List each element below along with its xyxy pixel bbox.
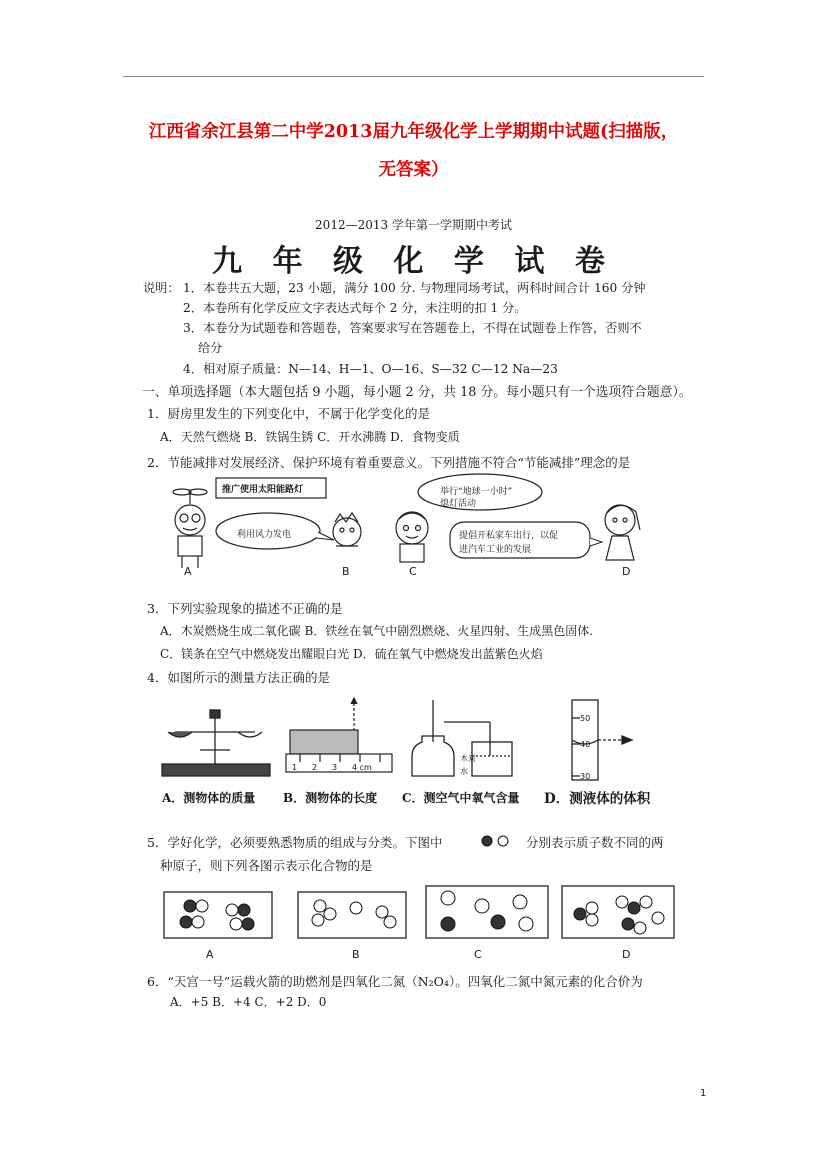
q2-label-d: D [622, 565, 631, 578]
q5-label-d: D [622, 948, 631, 961]
notes-label: 说明： [143, 281, 180, 295]
atom-legend-icon [480, 834, 516, 848]
cylinder-mark-30: 30 [580, 772, 591, 781]
q4-label-c: C．测空气中氧气含量 [402, 791, 520, 805]
document-title-line1: 江西省余江县第二中学2013届九年级化学上学期期中试题(扫描版， [148, 122, 679, 142]
note-item-3-cont: 给分 [198, 341, 223, 355]
q1-options: A．天然气燃烧 B．铁锅生锈 C．开水沸腾 D．食物变质 [160, 430, 460, 444]
ruler-tick-4: 4 cm [352, 763, 372, 772]
q4-stem: 4．如图所示的测量方法正确的是 [147, 670, 330, 685]
q6-stem: 6．“天宫一号”运载火箭的助燃剂是四氧化二氮（N₂O₄）。四氧化二氮中氮元素的化合价为 [147, 974, 643, 989]
q5-illustration [160, 884, 680, 944]
q4-label-b: B．测物体的长度 [283, 791, 378, 805]
ruler-tick-1: 1 [292, 763, 298, 772]
q5-stem-line2: 种原子，则下列各图示表示化合物的是 [160, 858, 373, 873]
apparatus-label-water: 水 [460, 767, 468, 776]
ruler-tick-3: 3 [332, 763, 338, 772]
q5-label-b: B [352, 948, 360, 961]
q4-label-d: D．测液体的体积 [544, 791, 651, 807]
exam-year: 2012—2013 学年第一学期期中考试 [315, 218, 512, 232]
q2-bubble-a-text: 推广使用太阳能路灯 [222, 485, 304, 495]
q6-options: A．+5 B．+4 C．+2 D．0 [170, 995, 327, 1009]
note-item-3: 3．本卷分为试题卷和答题卷，答案要求写在答题卷上，不得在试题卷上作答，否则不 [183, 321, 642, 335]
q2-bubble-d-text-2: 进汽车工业的发展 [459, 545, 532, 555]
page-number: 1 [700, 1088, 707, 1099]
q2-bubble-c-text-2: 熄灯活动 [440, 499, 477, 509]
document-title-line2: 无答案） [378, 160, 449, 180]
q2-bubble-c-text-1: 举行“地球一小时” [440, 487, 513, 497]
note-item-1: 1．本卷共五大题，23 小题，满分 100 分. 与物理同场考试，两科时间合计 160 分钟 [183, 281, 646, 295]
ruler-tick-2: 2 [312, 763, 318, 772]
q3-options-line2: C．镁条在空气中燃烧发出耀眼白光 D．硫在氧气中燃烧发出蓝紫色火焰 [160, 647, 543, 661]
q3-stem: 3．下列实验现象的描述不正确的是 [147, 601, 343, 616]
figure-b-person [333, 513, 361, 546]
oxygen-apparatus [412, 700, 512, 776]
q1-stem: 1．厨房里发生的下列变化中，不属于化学变化的是 [147, 406, 430, 421]
q4-label-a: A．测物体的质量 [162, 791, 256, 805]
cylinder-mark-40: 40 [580, 740, 591, 749]
note-item-2: 2．本卷所有化学反应文字表达式每个 2 分，未注明的扣 1 分。 [183, 301, 527, 315]
apparatus-label-carbon: 木炭 [460, 754, 476, 763]
ruler-measurement [286, 698, 392, 772]
q5-label-a: A [206, 948, 214, 961]
q5-stem-tail: 分别表示质子数不同的两 [526, 835, 664, 850]
section1-heading: 一、单项选择题（本大题包括 9 小题，每小题 2 分，共 18 分。每小题只有一个选项符合题意）。 [142, 385, 692, 400]
cylinder-mark-50: 50 [580, 714, 591, 723]
figure-c-person [396, 512, 428, 562]
q2-stem: 2．节能减排对发展经济、保护环境有着重要意义。下列措施不符合“节能减排”理念的是 [147, 455, 631, 470]
q2-bubble-d-text-1: 提倡开私家车出行，以促 [459, 531, 559, 541]
q2-label-c: C [409, 565, 417, 578]
q5-label-c: C [474, 948, 482, 961]
balance-scale [162, 710, 270, 776]
q5-stem-line1: 5．学好化学，必须要熟悉物质的组成与分类。下图中 [147, 835, 443, 850]
header-rule [123, 76, 704, 77]
figure-a-person [173, 489, 207, 568]
q3-options-line1: A．木炭燃烧生成二氧化碳 B．铁丝在氧气中剧烈燃烧、火星四射、生成黑色固体. [160, 624, 594, 638]
q2-label-a: A [184, 565, 192, 578]
q5-box-a [164, 892, 272, 938]
q2-bubble-b-text: 利用风力发电 [237, 530, 292, 540]
note-item-4: 4．相对原子质量：N—14、H—1、O—16、S—32 C—12 Na—23 [183, 362, 558, 376]
exam-title: 九 年 级 化 学 试 卷 [212, 244, 615, 279]
q2-label-b: B [342, 565, 350, 578]
figure-d-person [605, 505, 640, 560]
